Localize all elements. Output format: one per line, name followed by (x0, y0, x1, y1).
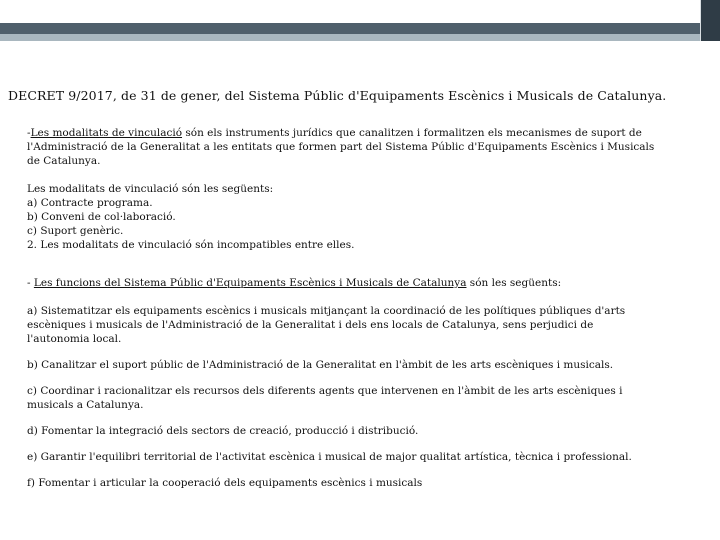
function-item: d) Fomentar la integració dels sectors de creació, producció i distribució. (27, 425, 419, 437)
functions-text: són les següents: (466, 277, 562, 289)
function-item: c) Coordinar i racionalitzar els recursos dels diferents agents que intervenen en l'àmbit de les arts escèniques i musicals a Catalunya. (27, 385, 623, 411)
header-bar-dark (0, 23, 700, 34)
definition-prefix: - (27, 127, 31, 139)
definition-text: són els instruments jurídics que canalitzen i formalitzen els mecanismes de suport de l'Administració de la Generalitat a les entitats que formen part del Sistema Públic d'Equipaments Escènics i Musicals de Catalunya. (27, 127, 655, 167)
header-corner-block (700, 0, 720, 41)
modality-item: c) Suport genèric. (27, 225, 124, 237)
modality-item: 2. Les modalitats de vinculació són incompatibles entre elles. (27, 239, 355, 251)
definition-term: Les modalitats de vinculació (30, 127, 183, 139)
functions-prefix: - (27, 277, 34, 289)
modalities-intro: Les modalitats de vinculació són les següents: (27, 183, 274, 195)
definition-paragraph (27, 126, 657, 168)
function-item: b) Canalitzar el suport públic de l'Administració de la Generalitat en l'àmbit de les arts escèniques i musicals. (27, 359, 614, 371)
header-divider (700, 0, 701, 41)
function-item: f) Fomentar i articular la cooperació dels equipaments escènics i musicals (27, 477, 423, 489)
modality-item: b) Conveni de col·laboració. (27, 211, 176, 223)
function-item: a) Sistematitzar els equipaments escènics i musicals mitjançant la coordinació de les polítiques públiques d'arts escèniques i musicals de l'Administració de la Generalitat i dels ens locals de Catalunya, sens perjudici de l'autonomia local. (27, 305, 626, 345)
modality-item: a) Contracte programa. (27, 197, 153, 209)
functions-heading (27, 276, 657, 290)
function-item: e) Garantir l'equilibri territorial de l'activitat escènica i musical de major qualitat artística, tècnica i professional. (27, 451, 632, 463)
header-bar-light (0, 34, 700, 41)
document-body (27, 126, 657, 490)
functions-term: Les funcions del Sistema Públic d'Equipaments Escènics i Musicals de Catalunya (33, 277, 467, 289)
document-title: DECRET 9/2017, de 31 de gener, del Sistema Públic d'Equipaments Escènics i Musicals de Catalunya. (8, 88, 667, 103)
slide-top-band (0, 0, 720, 23)
